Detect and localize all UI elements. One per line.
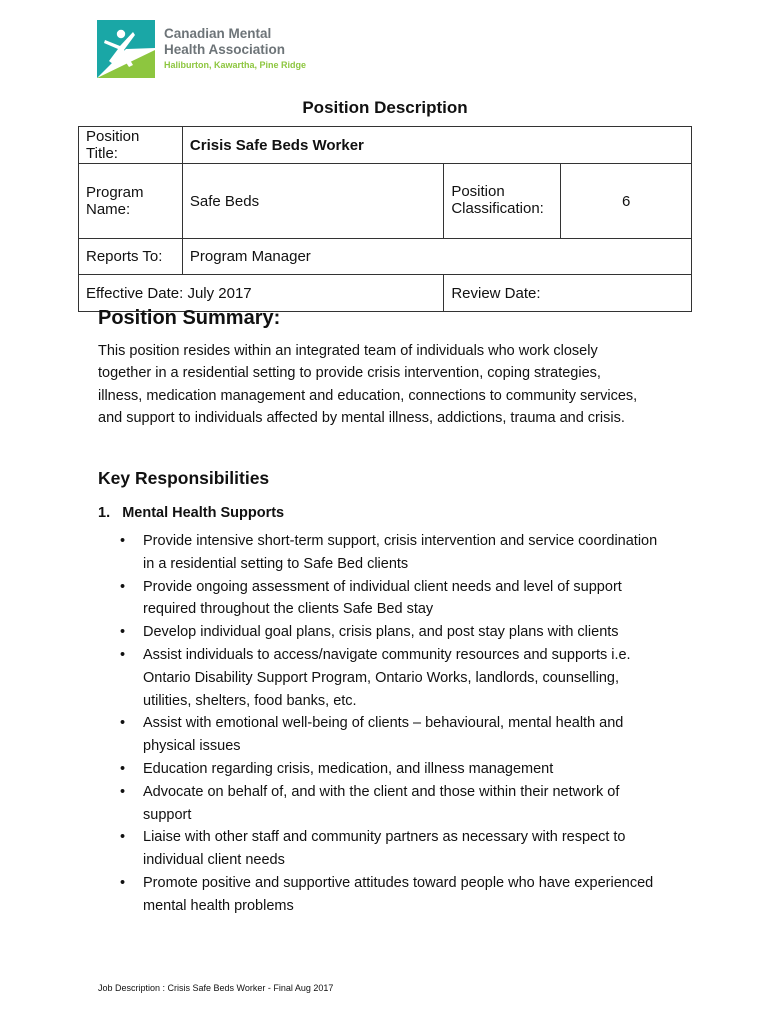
list-item [120, 644, 660, 712]
list-item-text: Liaise with other staff and community partners as necessary with respect to individual client needs [143, 829, 626, 869]
cmha-logo [97, 18, 317, 80]
position-title-label: Position Title: [79, 127, 183, 164]
section-number: 1. [98, 505, 111, 521]
list-item-text: Assist with emotional well-being of clients – behavioural, mental health and physical issues [143, 715, 624, 755]
bullet-icon: • [120, 578, 126, 595]
list-item-text: Education regarding crisis, medication, and illness management [143, 760, 554, 777]
list-item-text: Promote positive and supportive attitudes toward people who have experienced mental health problems [143, 874, 654, 914]
list-item [120, 758, 660, 781]
reports-to-label: Reports To: [79, 239, 183, 275]
list-item [120, 712, 660, 758]
list-item-text: Advocate on behalf of, and with the client and those within their network of support [143, 783, 620, 823]
bullet-icon: • [120, 646, 126, 663]
list-item-text: Provide ongoing assessment of individual client needs and level of support required throughout the clients Safe Bed stay [143, 578, 622, 618]
org-region: Haliburton, Kawartha, Pine Ridge [164, 60, 307, 70]
list-item [120, 826, 660, 872]
classification-value: 6 [561, 164, 692, 239]
table-row [79, 275, 692, 312]
list-item [120, 781, 660, 827]
document-title: Position Description [302, 98, 468, 117]
key-responsibilities-heading: Key Responsibilities [98, 468, 270, 488]
bullet-icon: • [120, 783, 126, 800]
responsibilities-list [120, 530, 660, 918]
list-item [120, 530, 660, 576]
list-item [120, 872, 660, 918]
list-item-text: Provide intensive short-term support, crisis intervention and service coordination in a residential setting to Safe Bed clients [143, 533, 658, 572]
position-info-table [78, 126, 692, 312]
review-date: Review Date: [444, 275, 692, 312]
org-name-line1: Canadian Mental [164, 26, 272, 41]
list-item [120, 576, 660, 622]
effective-date: Effective Date: July 2017 [79, 275, 444, 312]
summary-heading: Position Summary: [98, 307, 281, 329]
section-title: Mental Health Supports [122, 505, 285, 521]
classification-label-line2: Classification: [451, 200, 544, 217]
bullet-icon: • [120, 829, 126, 846]
section-heading [98, 505, 284, 521]
program-name-label [79, 164, 183, 239]
reports-to-value: Program Manager [182, 239, 691, 275]
org-name [164, 26, 285, 58]
position-title-value: Crisis Safe Beds Worker [182, 127, 691, 164]
page-footer: Job Description : Crisis Safe Beds Worker - Final Aug 2017 [98, 983, 334, 993]
bullet-icon: • [120, 533, 126, 549]
org-name-line2: Health Association [164, 42, 286, 57]
bullet-icon: • [120, 715, 126, 732]
list-item-text: Develop individual goal plans, crisis plans, and post stay plans with clients [143, 624, 619, 641]
classification-label [444, 164, 561, 239]
table-row [79, 127, 692, 164]
table-row [79, 239, 692, 275]
program-name-value: Safe Beds [182, 164, 443, 239]
program-name-label-line2: Name: [86, 201, 131, 218]
cmha-logo-icon [97, 20, 155, 78]
bullet-icon: • [120, 874, 126, 891]
list-item-text: Assist individuals to access/navigate community resources and supports i.e. Ontario Disability Support Program, Ontario Works, landlords, counselling, utilities, shelters, food banks, etc. [143, 646, 631, 709]
list-item [120, 621, 660, 644]
table-row [79, 164, 692, 239]
program-name-label-line1: Program [86, 184, 144, 201]
summary-text: This position resides within an integrated team of individuals who work closely together in a residential setting to provide crisis intervention, coping strategies, illness, medication management and education, connections to community services, and support to individuals affected by mental illness, addictions, trauma and crisis. [98, 343, 638, 426]
classification-label-line1: Position [451, 183, 505, 200]
bullet-icon: • [120, 624, 126, 641]
bullet-icon: • [120, 760, 126, 777]
